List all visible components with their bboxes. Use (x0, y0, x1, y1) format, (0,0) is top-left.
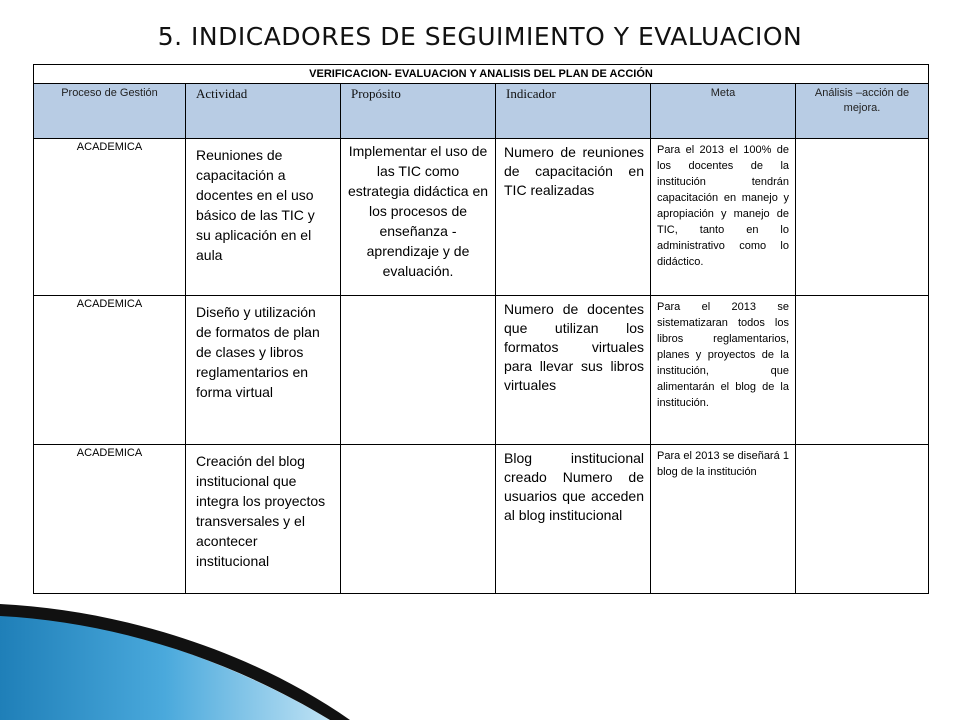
cell-proceso: ACADEMICA (34, 296, 186, 445)
table-banner-row (34, 65, 929, 84)
table-header-row (34, 84, 929, 139)
table-row (34, 139, 929, 296)
cell-proceso: ACADEMICA (34, 139, 186, 296)
cell-meta: Para el 2013 se diseñará 1 blog de la institución (651, 445, 796, 594)
evaluation-table (33, 64, 929, 594)
cell-indicador: Numero de docentes que utilizan los formatos virtuales para llevar sus libros virtuales (496, 296, 651, 445)
header-analisis: Análisis –acción de mejora. (796, 84, 929, 139)
cell-indicador: Blog institucional creado Numero de usuarios que acceden al blog institucional (496, 445, 651, 594)
cell-analisis (796, 296, 929, 445)
table-banner: VERIFICACION- EVALUACION Y ANALISIS DEL PLAN DE ACCIÓN (34, 65, 929, 84)
cell-analisis (796, 139, 929, 296)
cell-proposito (341, 445, 496, 594)
cell-actividad: Diseño y utilización de formatos de plan de clases y libros reglamentarios en forma virtual (186, 296, 341, 445)
table-row (34, 296, 929, 445)
header-indicador: Indicador (496, 84, 651, 139)
header-actividad: Actividad (186, 84, 341, 139)
page-title: 5. INDICADORES DE SEGUIMIENTO Y EVALUACION (157, 22, 803, 51)
cell-actividad: Reuniones de capacitación a docentes en el uso básico de las TIC y su aplicación en el aula (186, 139, 341, 296)
cell-analisis (796, 445, 929, 594)
cell-proceso: ACADEMICA (34, 445, 186, 594)
cell-actividad: Creación del blog institucional que integra los proyectos transversales y el acontecer institucional (186, 445, 341, 594)
table-row (34, 445, 929, 594)
cell-proposito (341, 296, 496, 445)
cell-meta: Para el 2013 se sistematizaran todos los libros reglamentarios, planes y proyectos de la institución, que alimentarán el blog de la institución. (651, 296, 796, 445)
cell-proposito: Implementar el uso de las TIC como estrategia didáctica en los procesos de enseñanza - aprendizaje y de evaluación. (341, 139, 496, 296)
swoosh-dark-stroke (0, 604, 350, 720)
cell-indicador: Numero de reuniones de capacitación en TIC realizadas (496, 139, 651, 296)
cell-meta: Para el 2013 el 100% de los docentes de la institución tendrán capacitación en manejo y apropiación y manejo de TIC, tanto en lo administrativo como lo didáctico. (651, 139, 796, 296)
header-meta: Meta (651, 84, 796, 139)
swoosh-light-band (0, 608, 260, 720)
header-proceso: Proceso de Gestión (34, 84, 186, 139)
swoosh-blue-band (0, 612, 330, 720)
header-proposito: Propósito (341, 84, 496, 139)
